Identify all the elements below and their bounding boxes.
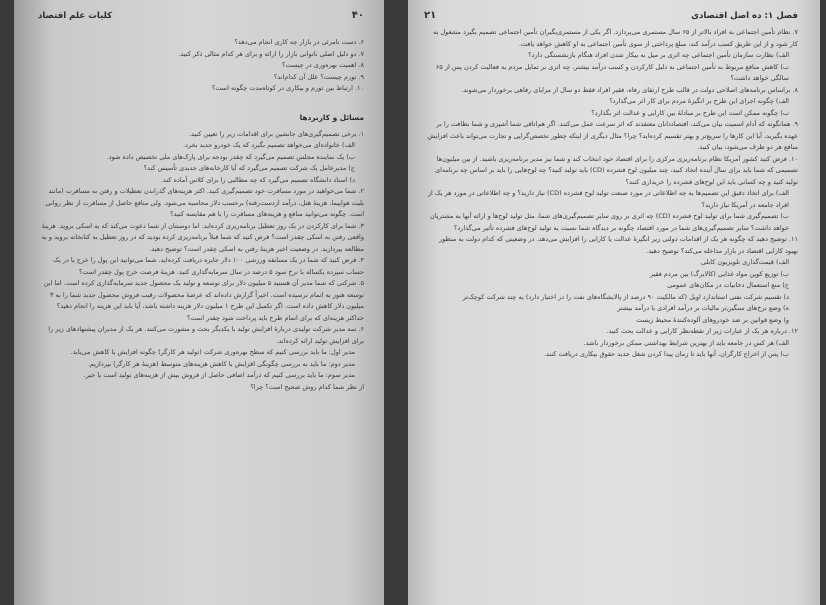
problem-subitem: ج) منع استعمال دخانیات در مکان‌های عمومی xyxy=(667,281,789,289)
left-book-page xyxy=(14,0,384,605)
problems-list xyxy=(38,129,364,394)
problem-subitem: ب) یک نماینده مجلس تصمیم می‌گیرد که چقدر بودجه برای پارک‌های ملی تخصیص داده شود. xyxy=(106,152,355,161)
problem-paragraph: ۳. شما برای کارکردن در یک روز تعطیل برنامه‌ریزی کرده‌اید. اما دوستتان از شما دعوت می‌کند که به اسکی بروید. هزینهٔ واقعی رفتن به اسکی چقدر است؟ فرض کنید که شما قبلاً برنامه‌ریزی کرده بودید که در روز تعطیل به کتابخانه بروید و به مطالعه بپردازید. در وضعیت اخیر هزینهٔ رفتن به اسکی چقدر است؟ توضیح دهید. xyxy=(41,221,364,253)
problem-subitem: ب) کاهش منافع مربوط به تأمین اجتماعی به دلیل کارکردن و کسب درآمد بیشتر، چه اثری بر تمایل مردم به فعالیت کردن پس از ۶۵ سالگی خواهد داشت؟ xyxy=(435,62,789,82)
problem-subitem: ب) توزیع کوپن مواد غذایی (کالابرگ) بین مردم فقیر xyxy=(649,269,789,278)
right-page-header xyxy=(424,10,798,21)
right-page-number: ۲۱ xyxy=(424,10,437,21)
problem-paragraph: ۹. همانگونه که آدام اسمیت بیان می‌کند، اقتصاددانان معتقدند که اثر سرعت عمل می‌کنند. اگر هم‌اتاقی شما آشپزی و شما نظافت را بر عهده بگیرید، آیا این کارها را سریع‌تر و بهتر تقسیم کرده‌اید؟ چرا؟ مثال دیگری از اینکه چطور تخصص‌گرایی و تجارت می‌تواند باعث افزایش منافع هر دو طرف می‌شود، بیان کنید. xyxy=(427,120,798,151)
problem-subitem: و) وضع قوانین بر ضد خودروهای آلوده‌کنندهٔ محیط زیست xyxy=(636,315,789,324)
problem-subitem: د) تقسیم شرکت نفتی استاندارد اویل (که مالکیت ۹۰ درصد از پالایشگاه‌های نفت را در اختیار دارد) به چند شرکت کوچک‌تر xyxy=(462,292,789,301)
problem-subitem: الف) نظارت سازمان تأمین اجتماعی چه اثری بر میل به بیکار شدن افراد هنگام بازنشستگی دارد؟ xyxy=(528,51,789,59)
review-question: ۸. اهمیت بهره‌وری در چیست؟ xyxy=(282,61,364,69)
problem-paragraph: ۱. برخی تصمیم‌گیری‌های جانشین برای اقدامات زیر را تعیین کنید. xyxy=(188,129,364,138)
problem-subitem: الف) برای اتخاذ دقیق این تصمیم‌ها به چه اطلاعاتی در مورد صنعت تولید لوح فشرده (CD) نیاز دارید؟ و چه اطلاعاتی در مورد هر یک از افراد جامعه در آمریکا نیاز دارید؟ xyxy=(427,189,789,209)
problem-paragraph: از نظر شما کدام روش صحیح است؟ چرا؟ xyxy=(250,382,364,391)
problems-list xyxy=(424,27,798,361)
problem-subitem: د) استاد دانشگاه تصمیم می‌گیرد که چه مطالبی را برای کلاس آماده کند. xyxy=(160,175,355,184)
problem-paragraph: ۱۰. فرض کنید کشور آمریکا نظام برنامه‌ریزی مرکزی را برای اقتصاد خود انتخاب کند و شما نیز مدیر برنامه‌ریزی باشید. از بین میلیون‌ها تصمیمی که شما باید برای سال آینده اتخاذ کنید، چند میلیون لوح فشرده (CD) باید تولید کنید؟ چه لوح‌هایی را باید بر اساس چه برنامه‌ای تولید کنید و چه کسانی باید این لوح‌های فشرده را خریداری کنند؟ xyxy=(435,154,798,186)
problem-subitem: ب) تصمیم‌گیری شما برای تولید لوح فشرده (CD) چه اثری بر روی سایر تصمیم‌گیری‌های شما، مثل تولید لوح‌ها و ارائه آنها به مشتریان خواهد داشت؟ سایر تصمیم‌گیری‌های شما در مورد اقتصاد چگونه بر دیدگاه شما نسبت به تولید لوح‌های فشرده تأثیر می‌گذارد؟ xyxy=(430,212,789,232)
problem-paragraph: ۷. نظام تأمین اجتماعی به افراد بالاتر از ۶۵ سال مستمری می‌پردازد. اگر یکی از مستمری‌بگیران تأمین اجتماعی تصمیم بگیرد مشغول به کار شود و از این طریق کسب درآمد کند، مبلغ پرداختی از سوی تأمین اجتماعی به او کاهش خواهد یافت. xyxy=(433,28,798,48)
review-question: ۶. دست نامرئی در بازار چه کاری انجام می‌دهد؟ xyxy=(234,38,364,46)
problem-subitem: الف) چگونه اجرای این طرح بر انگیزهٔ مردم برای کار اثر می‌گذارد؟ xyxy=(609,97,789,105)
review-questions xyxy=(38,37,364,95)
problem-subitem: الف) قیمت‌گذاری تلویزیون کابلی xyxy=(700,258,789,266)
problem-paragraph: ۸. براساس برنامه‌های اصلاحی دولت در قالب طرح ارتقای رفاه، فقیر افراد فقط دو سال از مزایای رفاهی برخوردار می‌شوند. xyxy=(461,85,798,94)
problem-subitem: ب) پس از اخراج کارگران، آنها باید تا زمان پیدا کردن شغل جدید حقوق بیکاری دریافت کنند. xyxy=(543,350,789,358)
problem-subitem: ه) وضع نرخ‌های سنگین‌تر مالیات بر درآمد افرادی با درآمد بیشتر xyxy=(617,304,789,312)
problem-paragraph: ۱۲. درباره هر یک از عبارات زیر از نقطه‌نظر کارایی و عدالت بحث کنید. xyxy=(606,327,798,335)
problem-subitem: ج) مدیرعامل یک شرکت تصمیم می‌گیرد که آیا کارخانه‌های جدیدی تأسیس کند؟ xyxy=(143,164,355,172)
review-question: ۷. دو دلیل اصلی ناتوانی بازار را ارائه و برای هر کدام مثالی ذکر کنید. xyxy=(178,49,364,58)
problem-paragraph: ۴. فرض کنید که شما در یک مسابقه ورزشی ۱۰۰ دلار جایزه دریافت کرده‌اید. شما می‌توانید این پول را خرج یا در یک حساب سپرده یکساله با نرخ سود ۵ درصد در سال سرمایه‌گذاری کنید. هزینهٔ فرصت خرج پول چقدر است؟ xyxy=(53,256,364,276)
left-page-header xyxy=(38,10,364,21)
problem-subitem: ب) چگونه ممکن است این طرح بر مبادلهٔ بین کارایی و عدالت اثر بگذارد؟ xyxy=(591,108,789,117)
problem-subitem: الف) هر کس در جامعه باید از بهترین شرایط بهداشتی ممکن برخوردار باشد. xyxy=(583,338,789,347)
problem-subitem: الف) خانواده‌ای می‌خواهد تصمیم بگیرد که یک خودرو جدید بخرد. xyxy=(182,141,355,149)
review-question: ۱۰. ارتباط بین تورم و بیکاری در کوتاه‌مدت چگونه است؟ xyxy=(211,84,364,92)
review-question: ۹. تورم چیست؟ علل آن کدام‌اند؟ xyxy=(273,72,364,81)
problem-subitem: مدیر دوم: ما باید به بررسی چگونگی افزایش یا کاهش هزینه‌های متوسط (هزینهٔ هر کارگر) بپردازیم. xyxy=(87,359,355,368)
left-page-number: ۴۰ xyxy=(351,10,364,21)
section-title: مسائل و کاربردها xyxy=(299,112,364,122)
problem-subitem: مدیر اول: ما باید بررسی کنیم که سطح بهره‌وری شرکت (تولید هر کارگر) چگونه افزایش یا کاهش می‌یابد. xyxy=(70,348,355,356)
problem-paragraph: ۲. شما می‌خواهید در مورد مسافرت خود تصمیم‌گیری کنید. اکثر هزینه‌های گذراندن تعطیلات و رفتن به مسافرت (مانند بلیت هواپیما، هزینهٔ هتل، درآمد ازدست‌رفته) برحسب دلار محاسبه می‌شود. ولی منافع حاصل از مسافرت از نظر روانی است. چگونه می‌توانید منافع و هزینه‌های مسافرت را با هم مقایسه کنید؟ xyxy=(45,187,364,218)
problem-paragraph: ۵. شرکتی که شما مدیر آن هستید ۵ میلیون دلار برای توسعه و تولید یک محصول جدید سرمایه‌گذاری کرده است. اما این توسعه هنوز به اتمام نرسیده است. اخیراً گزارش داده‌اند که عرضهٔ محصولات رقیب فروش محصول جدید شما را به ۳ میلیون دلار کاهش داده است. اگر تکمیل این طرح ۱ میلیون دلار هزینه داشته باشد، آیا باید این هزینه را انجام دهید؟ حداکثر هزینه‌ای که برای اتمام طرح باید پرداخت شود چقدر است؟ xyxy=(43,279,364,322)
right-running-head: فصل ۱: ده اصل اقتصادی xyxy=(691,10,798,21)
problem-subitem: مدیر سوم: ما باید بررسی کنیم که درآمد اضافی حاصل از فروش بیش از هزینه‌های تولید است یا خیر. xyxy=(83,371,355,379)
problem-paragraph: ۶. سه مدیر شرکت تولیدی دربارهٔ افزایش تولید با یکدیگر بحث و مشورت می‌کنند. هر یک از مدیران پیشنهادهای زیر را برای افزایش تولید ارائه کرده‌اند. xyxy=(48,325,364,345)
problem-paragraph: ۱۱. توضیح دهید که چگونه هر یک از اقدامات دولتی زیر انگیزهٔ عدالت یا کارایی را افزایش می‌دهد. در وضعیتی که کدام دولت به منظور بهبود کارایی اقتصاد در بازار مداخله می‌کند؟ توضیح دهید. xyxy=(439,235,798,255)
left-running-head: کلیات علم اقتصاد xyxy=(38,10,113,21)
right-book-page xyxy=(408,0,820,605)
